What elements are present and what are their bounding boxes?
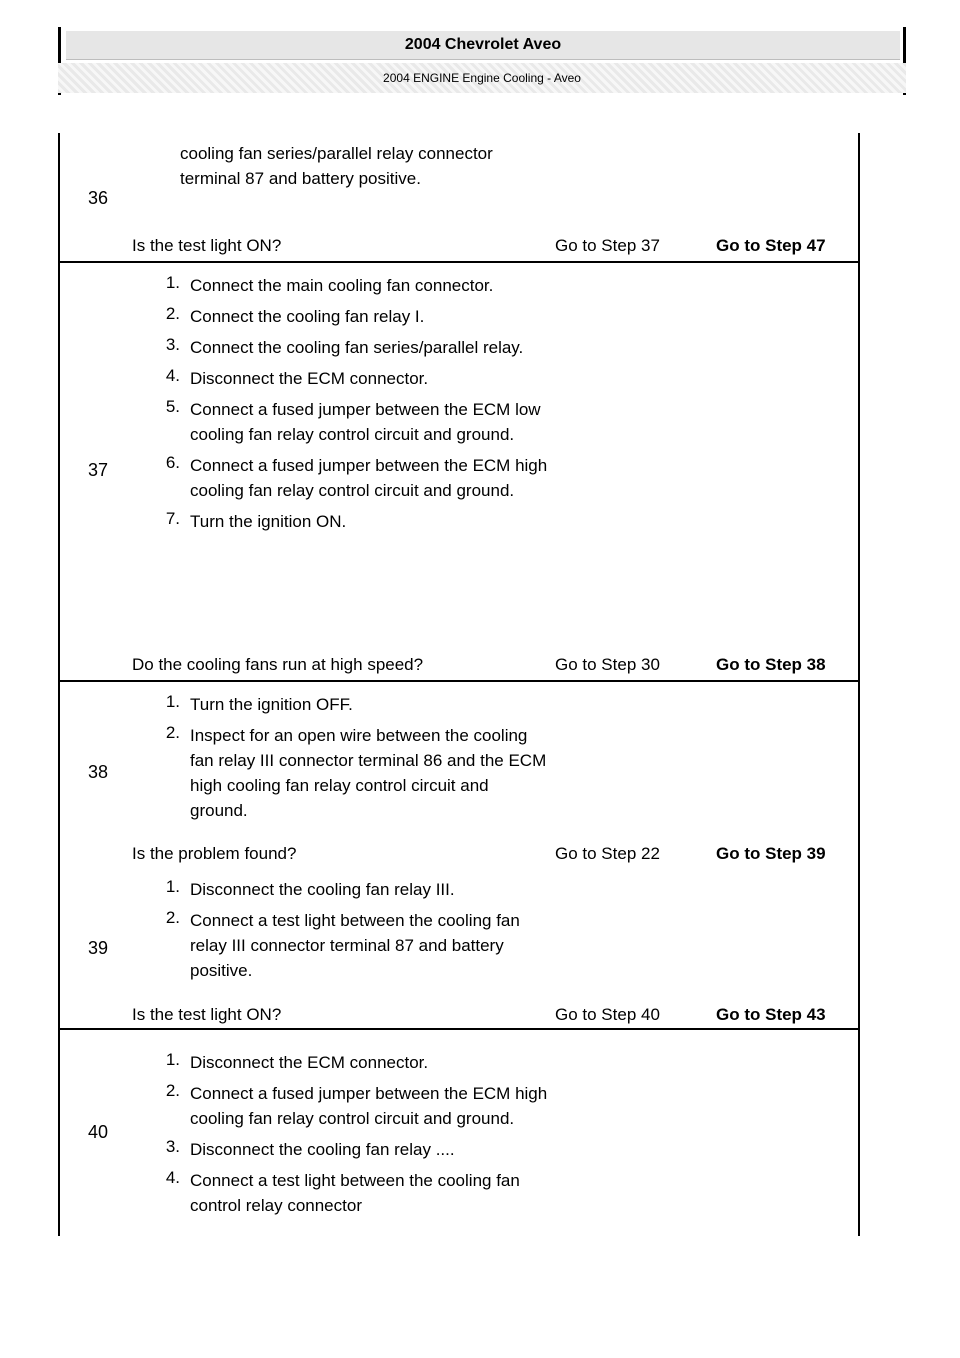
list-item: 5. Connect a fused jumper between the ECM low cooling fan relay control circuit and ground. xyxy=(165,397,541,444)
yes-link[interactable]: Go to Step 22 xyxy=(555,844,660,863)
step-number: 38 xyxy=(87,762,109,782)
list-item: 2. Connect the cooling fan relay I. xyxy=(165,304,425,326)
yes-link[interactable]: Go to Step 30 xyxy=(555,655,660,674)
list-item: 3. Connect the cooling fan series/parallel relay. xyxy=(165,335,524,357)
yes-link[interactable]: Go to Step 40 xyxy=(555,1005,660,1024)
no-link[interactable]: Go to Step 39 xyxy=(716,844,826,863)
step-action xyxy=(145,1050,615,1224)
list-item: 1. Connect the main cooling fan connector. xyxy=(165,273,494,295)
list-item: 1. Disconnect the cooling fan relay III. xyxy=(165,877,455,899)
list-item: 4. Connect a test light between the cooling fan control relay connector xyxy=(165,1168,520,1215)
table-row xyxy=(58,263,860,682)
table-row xyxy=(58,133,860,263)
list-item: 2. Inspect for an open wire between the cooling fan relay III connector terminal 86 and the ECM high cooling fan relay control circuit and ground. xyxy=(165,723,547,820)
list-item: 3. Disconnect the cooling fan relay .... xyxy=(165,1137,455,1159)
list-item: 2. Connect a test light between the cooling fan relay III connector terminal 87 and battery positive. xyxy=(165,908,520,980)
list-item: 4. Disconnect the ECM connector. xyxy=(165,366,429,388)
action-text: cooling fan series/parallel relay connector terminal 87 and battery positive. xyxy=(180,144,493,188)
step-action xyxy=(145,692,615,829)
diagnostic-table xyxy=(58,133,860,1236)
table-row xyxy=(58,682,860,1030)
no-link[interactable]: Go to Step 43 xyxy=(716,1005,826,1024)
step-question: Do the cooling fans run at high speed? xyxy=(132,655,424,674)
table-row xyxy=(58,1030,860,1236)
list-item: 1. Disconnect the ECM connector. xyxy=(165,1050,429,1072)
list-item: 6. Connect a fused jumper between the ECM high cooling fan relay control circuit and ground. xyxy=(165,453,548,500)
step-action xyxy=(145,141,615,191)
list-item: 1. Turn the ignition OFF. xyxy=(165,692,353,714)
step-action xyxy=(145,273,615,540)
step-question: Is the test light ON? xyxy=(132,1005,282,1024)
step-question: Is the problem found? xyxy=(132,844,297,863)
step-number: 39 xyxy=(87,938,109,958)
yes-link[interactable]: Go to Step 37 xyxy=(555,236,660,255)
list-item: 7. Turn the ignition ON. xyxy=(165,509,347,531)
no-link[interactable]: Go to Step 38 xyxy=(716,655,826,674)
step-number: 37 xyxy=(87,460,109,480)
step-action xyxy=(145,877,615,989)
step-number: 40 xyxy=(87,1122,109,1142)
no-link[interactable]: Go to Step 47 xyxy=(716,236,826,255)
document-subtitle: 2004 ENGINE Engine Cooling - Aveo xyxy=(58,63,906,93)
list-item: 2. Connect a fused jumper between the ECM high cooling fan relay control circuit and ground. xyxy=(165,1081,548,1128)
document-title: 2004 Chevrolet Aveo xyxy=(66,31,900,60)
step-number: 36 xyxy=(87,188,109,208)
step-question: Is the test light ON? xyxy=(132,236,282,255)
